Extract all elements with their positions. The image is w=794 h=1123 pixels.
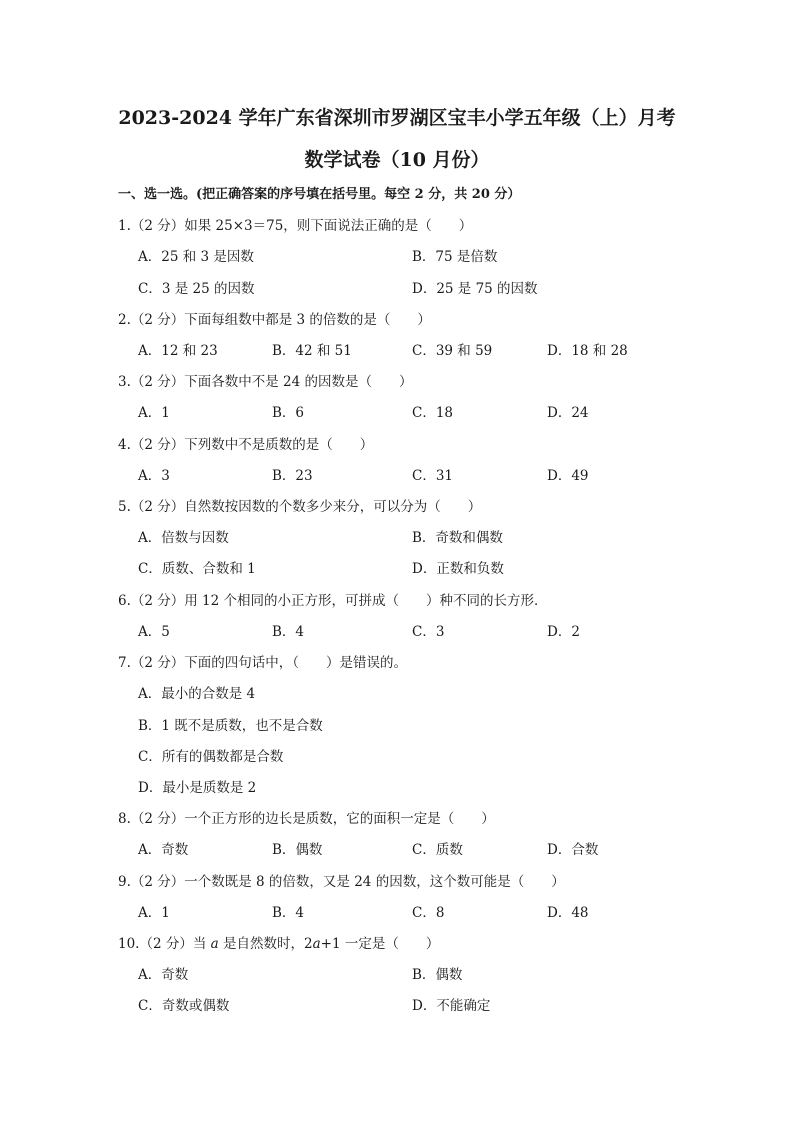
question-3-option-c: C．18 <box>412 405 454 421</box>
question-6-option-a: A．5 <box>138 624 170 640</box>
question-3-option-b: B．6 <box>272 405 305 421</box>
question-9-option-b: B．4 <box>272 905 305 921</box>
question-5-stem: 5.（2 分）自然数按因数的个数多少来分，可以分为（ ） <box>118 499 482 515</box>
question-7-stem: 7.（2 分）下面的四句话中，（ ）是错误的。 <box>118 655 408 671</box>
question-10-stem-suffix: +1 一定是（ ） <box>320 936 440 952</box>
question-6-stem: 6.（2 分）用 12 个相同的小正方形，可拼成（ ）种不同的长方形． <box>118 593 548 609</box>
question-3-option-a: A．1 <box>138 405 170 421</box>
question-1-option-c: C．3 是 25 的因数 <box>138 281 255 297</box>
question-10-stem-prefix: 10.（2 分）当 <box>118 936 211 952</box>
question-9-stem: 9.（2 分）一个数既是 8 的倍数，又是 24 的因数，这个数可能是（ ） <box>118 874 565 890</box>
question-8-option-c: C．质数 <box>412 842 463 858</box>
question-5-option-d: D．正数和负数 <box>412 561 504 577</box>
question-5-option-c: C．质数、合数和 1 <box>138 561 256 577</box>
question-8-option-b: B．偶数 <box>272 842 323 858</box>
question-1-stem: 1.（2 分）如果 25×3＝75，则下面说法正确的是（ ） <box>118 218 473 234</box>
question-2-stem: 2.（2 分）下面每组数中都是 3 的倍数的是（ ） <box>118 312 431 328</box>
question-8-stem: 8.（2 分）一个正方形的边长是质数，它的面积一定是（ ） <box>118 811 495 827</box>
question-1-option-a: A．25 和 3 是因数 <box>138 249 254 265</box>
question-7-option-a: A．最小的合数是 4 <box>138 686 256 702</box>
question-6-option-c: C．3 <box>412 624 445 640</box>
question-8-option-d: D．合数 <box>547 842 599 858</box>
question-5-option-b: B．奇数和偶数 <box>412 530 503 546</box>
question-6-option-b: B．4 <box>272 624 305 640</box>
question-6-option-d: D．2 <box>547 624 580 640</box>
question-10-option-a: A．奇数 <box>138 967 189 983</box>
question-10-option-b: B．偶数 <box>412 967 463 983</box>
question-4-option-b: B．23 <box>272 468 313 484</box>
exam-title-line1: 2023-2024 学年广东省深圳市罗湖区宝丰小学五年级（上）月考 <box>118 107 676 129</box>
question-10-option-d: D．不能确定 <box>412 998 491 1014</box>
question-5-option-a: A．倍数与因数 <box>138 530 229 546</box>
question-9-option-a: A．1 <box>138 905 170 921</box>
question-2-option-c: C．39 和 59 <box>412 343 493 359</box>
question-10-option-c: C．奇数或偶数 <box>138 998 230 1014</box>
question-2-option-b: B．42 和 51 <box>272 343 352 359</box>
question-10-stem <box>118 935 439 953</box>
question-8-option-a: A．奇数 <box>138 842 189 858</box>
question-1-option-d: D．25 是 75 的因数 <box>412 281 538 297</box>
question-9-option-c: C．8 <box>412 905 445 921</box>
question-9-option-d: D．48 <box>547 905 589 921</box>
question-4-option-a: A．3 <box>138 468 170 484</box>
section-heading-multiple-choice: 一、选一选。(把正确答案的序号填在括号里。每空 2 分，共 20 分） <box>118 187 521 202</box>
question-7-option-b: B．1 既不是质数，也不是合数 <box>138 718 323 734</box>
question-3-option-d: D．24 <box>547 405 589 421</box>
question-2-option-d: D．18 和 28 <box>547 343 628 359</box>
question-10-stem-mid: 是自然数时，2 <box>218 936 313 952</box>
question-3-stem: 3.（2 分）下面各数中不是 24 的因数是（ ） <box>118 374 413 390</box>
exam-title-line2: 数学试卷（10 月份） <box>304 149 490 171</box>
question-4-option-c: C．31 <box>412 468 454 484</box>
question-7-option-d: D．最小是质数是 2 <box>138 780 257 796</box>
question-10-variable-a-2: a <box>312 936 321 952</box>
question-7-option-c: C．所有的偶数都是合数 <box>138 749 284 765</box>
question-4-option-d: D．49 <box>547 468 589 484</box>
question-10-variable-a: a <box>210 936 219 952</box>
question-2-option-a: A．12 和 23 <box>138 343 218 359</box>
question-4-stem: 4.（2 分）下列数中不是质数的是（ ） <box>118 437 374 453</box>
question-1-option-b: B．75 是倍数 <box>412 249 498 265</box>
